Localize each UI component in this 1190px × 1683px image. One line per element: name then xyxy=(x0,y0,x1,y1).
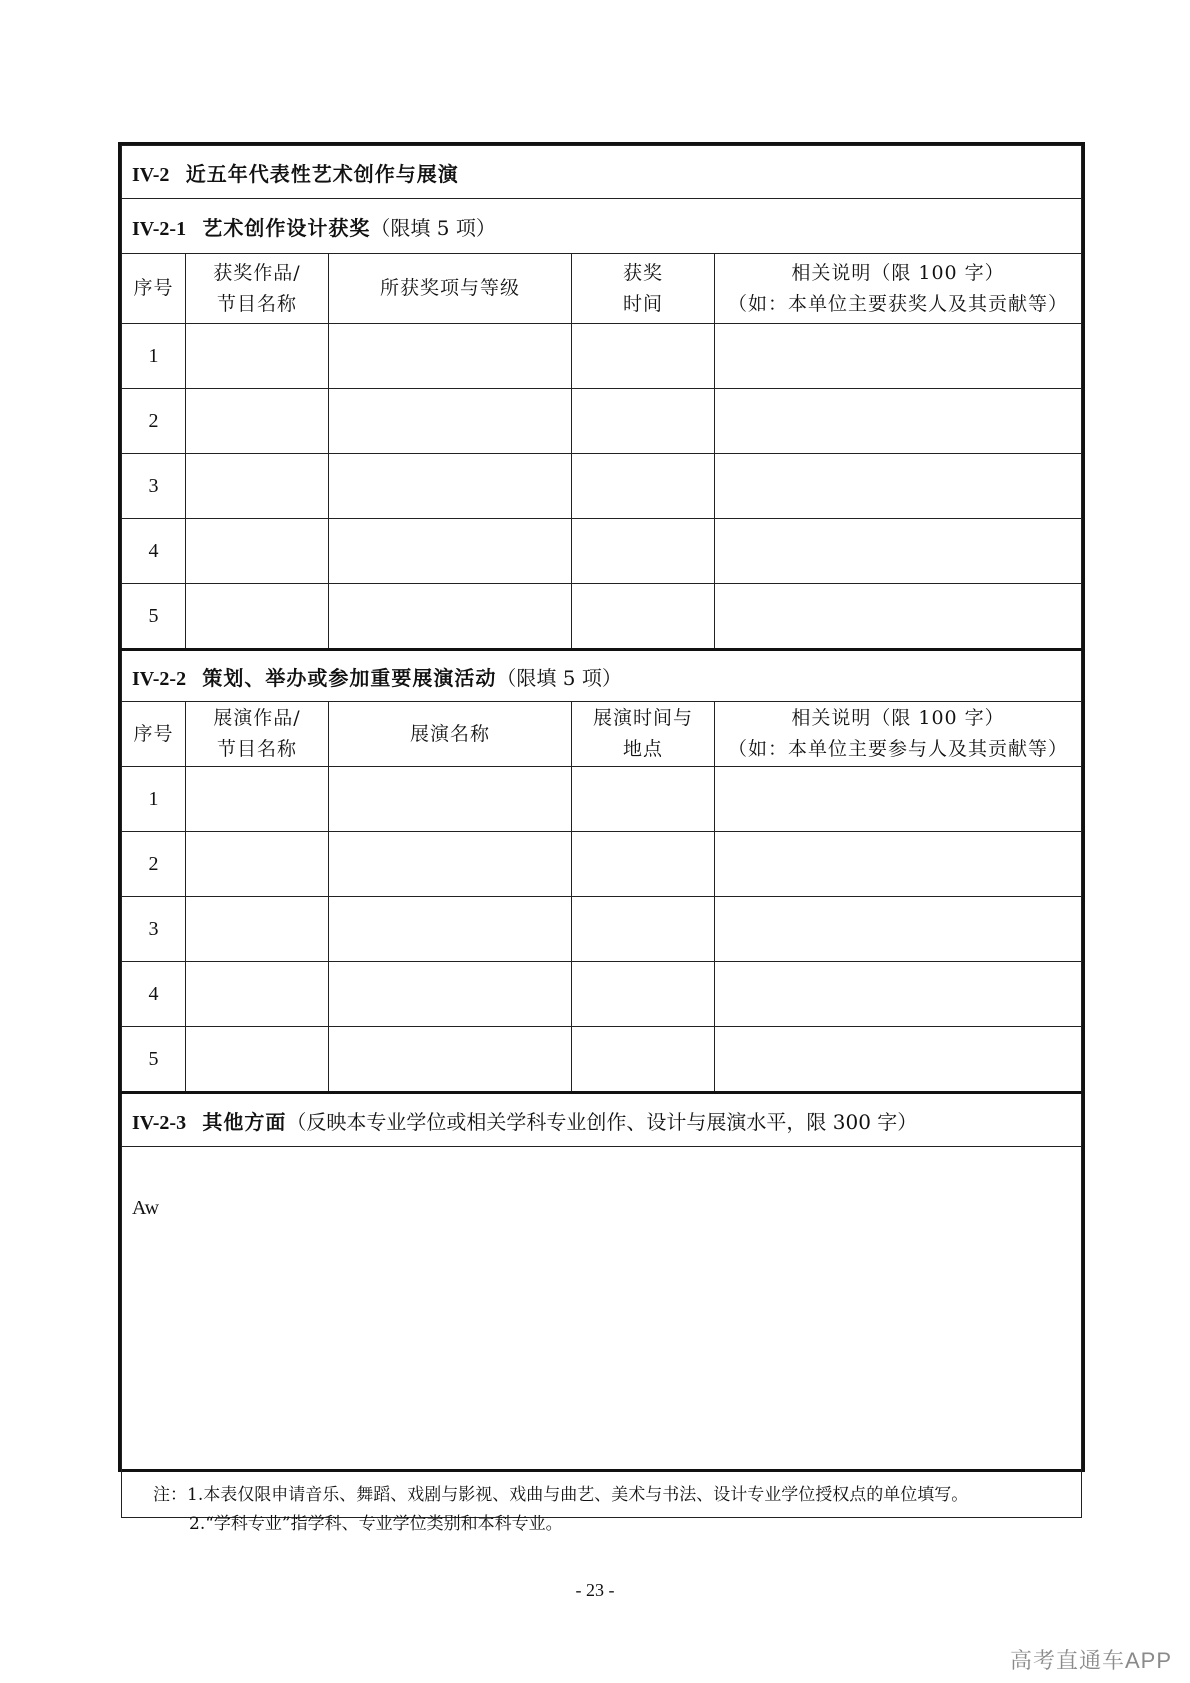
sub2-cell-work[interactable] xyxy=(186,1027,329,1093)
sub1-cell-time[interactable] xyxy=(572,584,715,650)
sub1-row-number: 2 xyxy=(122,389,186,454)
sub1-cell-award[interactable] xyxy=(329,389,572,454)
sub3-header xyxy=(122,1093,1082,1147)
sub3-note: （反映本专业学位或相关学科专业创作、设计与展演水平，限 300 字） xyxy=(286,1109,918,1134)
sub1-cell-desc[interactable] xyxy=(715,389,1082,454)
sub2-cell-work[interactable] xyxy=(186,832,329,897)
sub2-table-row xyxy=(122,962,1082,1027)
sub1-cell-time[interactable] xyxy=(572,389,715,454)
section-header xyxy=(122,146,1082,199)
sub2-cell-desc[interactable] xyxy=(715,832,1082,897)
sub2-table-row xyxy=(122,1027,1082,1093)
footnotes xyxy=(153,1481,968,1539)
sub2-row-number: 3 xyxy=(122,897,186,962)
sub2-table-row xyxy=(122,832,1082,897)
sub1-col-seq: 序号 xyxy=(122,254,186,324)
sub1-row-number: 4 xyxy=(122,519,186,584)
sub1-table-row xyxy=(122,584,1082,650)
sub1-row-number: 3 xyxy=(122,454,186,519)
sub2-col-work-line2: 节目名称 xyxy=(216,738,297,760)
section-header-row xyxy=(122,146,1082,199)
sub1-cell-desc[interactable] xyxy=(715,324,1082,389)
sub1-col-time-line2: 时间 xyxy=(622,292,663,315)
sub2-cell-desc[interactable] xyxy=(715,897,1082,962)
sub1-col-time-line1: 获奖 xyxy=(622,261,663,284)
sub1-column-header-row xyxy=(122,254,1082,324)
sub1-cell-award[interactable] xyxy=(329,324,572,389)
sub2-cell-time[interactable] xyxy=(572,1027,715,1093)
sub1-cell-time[interactable] xyxy=(572,324,715,389)
sub2-cell-name[interactable] xyxy=(329,897,572,962)
sub1-cell-desc[interactable] xyxy=(715,454,1082,519)
sub2-cell-name[interactable] xyxy=(329,832,572,897)
sub2-row-number: 1 xyxy=(122,767,186,832)
sub2-cell-work[interactable] xyxy=(186,767,329,832)
sub2-row-number: 4 xyxy=(122,962,186,1027)
sub1-code: IV-2-1 xyxy=(132,217,187,240)
sub1-table-row xyxy=(122,389,1082,454)
sub2-cell-desc[interactable] xyxy=(715,1027,1082,1093)
sub2-col-time-line2: 地点 xyxy=(622,738,663,760)
sub2-cell-work[interactable] xyxy=(186,897,329,962)
sub1-col-award: 所获奖项与等级 xyxy=(329,254,572,324)
sub2-col-desc-line1: 相关说明（限 100 字） xyxy=(791,707,1005,729)
sub1-header xyxy=(122,199,1082,254)
sub2-header xyxy=(122,650,1082,702)
sub2-col-desc xyxy=(715,702,1082,767)
sub1-table-row xyxy=(122,324,1082,389)
sub1-col-work-line1: 获奖作品/ xyxy=(213,261,301,284)
sub2-cell-time[interactable] xyxy=(572,962,715,1027)
sub1-col-work xyxy=(186,254,329,324)
sub1-cell-desc[interactable] xyxy=(715,584,1082,650)
page-number: - 23 - xyxy=(575,1580,615,1600)
sub1-col-desc-line1: 相关说明（限 100 字） xyxy=(791,261,1005,284)
sub1-note: （限填 5 项） xyxy=(370,215,496,240)
sub1-header-row xyxy=(122,199,1082,254)
footnote-line-2: 2.“学科专业”指学科、专业学位类别和本科专业。 xyxy=(189,1514,563,1534)
sub2-col-desc-line2: （如：本单位主要参与人及其贡献等） xyxy=(727,738,1068,760)
sub2-cell-time[interactable] xyxy=(572,897,715,962)
sub2-row-number: 5 xyxy=(122,1027,186,1093)
sub1-cell-work[interactable] xyxy=(186,454,329,519)
sub3-content-row xyxy=(122,1147,1082,1518)
sub3-code: IV-2-3 xyxy=(132,1111,187,1134)
sub1-cell-time[interactable] xyxy=(572,519,715,584)
sub3-header-row xyxy=(122,1093,1082,1147)
sub1-table-row xyxy=(122,519,1082,584)
sub3-content-text: Aw xyxy=(132,1197,160,1219)
sub2-row-number: 2 xyxy=(122,832,186,897)
sub2-col-time xyxy=(572,702,715,767)
sub1-cell-time[interactable] xyxy=(572,454,715,519)
sub2-col-seq: 序号 xyxy=(122,702,186,767)
sub3-content-field[interactable] xyxy=(122,1147,1082,1518)
sub2-cell-name[interactable] xyxy=(329,767,572,832)
form-table xyxy=(121,145,1082,1518)
sub1-col-work-line2: 节目名称 xyxy=(216,292,297,315)
sub2-header-row xyxy=(122,650,1082,702)
sub2-col-name: 展演名称 xyxy=(329,702,572,767)
sub1-col-desc xyxy=(715,254,1082,324)
form-frame xyxy=(118,142,1085,1472)
sub2-cell-name[interactable] xyxy=(329,962,572,1027)
sub2-code: IV-2-2 xyxy=(132,667,187,690)
sub2-cell-time[interactable] xyxy=(572,767,715,832)
sub2-cell-name[interactable] xyxy=(329,1027,572,1093)
section-title: 近五年代表性艺术创作与展演 xyxy=(185,161,459,186)
sub1-col-desc-line2: （如：本单位主要获奖人及其贡献等） xyxy=(727,292,1068,315)
sub1-row-number: 5 xyxy=(122,584,186,650)
footnote-line-1: 注：1.本表仅限申请音乐、舞蹈、戏剧与影视、戏曲与曲艺、美术与书法、设计专业学位授权点的单位填写。 xyxy=(153,1485,969,1505)
sub1-col-time xyxy=(572,254,715,324)
sub1-cell-work[interactable] xyxy=(186,389,329,454)
sub2-table-row xyxy=(122,897,1082,962)
sub1-cell-award[interactable] xyxy=(329,454,572,519)
sub2-col-work-line1: 展演作品/ xyxy=(213,707,301,729)
sub2-col-work xyxy=(186,702,329,767)
sub2-note: （限填 5 项） xyxy=(496,665,622,690)
sub2-column-header-row xyxy=(122,702,1082,767)
sub2-col-time-line1: 展演时间与 xyxy=(592,707,693,729)
sub2-cell-time[interactable] xyxy=(572,832,715,897)
sub1-cell-work[interactable] xyxy=(186,324,329,389)
sub2-table-row xyxy=(122,767,1082,832)
sub3-title: 其他方面 xyxy=(202,1109,287,1134)
sub1-cell-award[interactable] xyxy=(329,519,572,584)
sub1-cell-work[interactable] xyxy=(186,519,329,584)
sub1-table-row xyxy=(122,454,1082,519)
sub2-cell-desc[interactable] xyxy=(715,767,1082,832)
section-code: IV-2 xyxy=(132,163,170,186)
sub1-title: 艺术创作设计获奖 xyxy=(202,215,371,240)
sub1-cell-work[interactable] xyxy=(186,584,329,650)
watermark-text: 高考直通车APP xyxy=(1009,1648,1172,1673)
sub1-cell-desc[interactable] xyxy=(715,519,1082,584)
sub1-row-number: 1 xyxy=(122,324,186,389)
sub1-cell-award[interactable] xyxy=(329,584,572,650)
sub2-title: 策划、举办或参加重要展演活动 xyxy=(202,665,497,690)
sub2-cell-desc[interactable] xyxy=(715,962,1082,1027)
sub2-cell-work[interactable] xyxy=(186,962,329,1027)
